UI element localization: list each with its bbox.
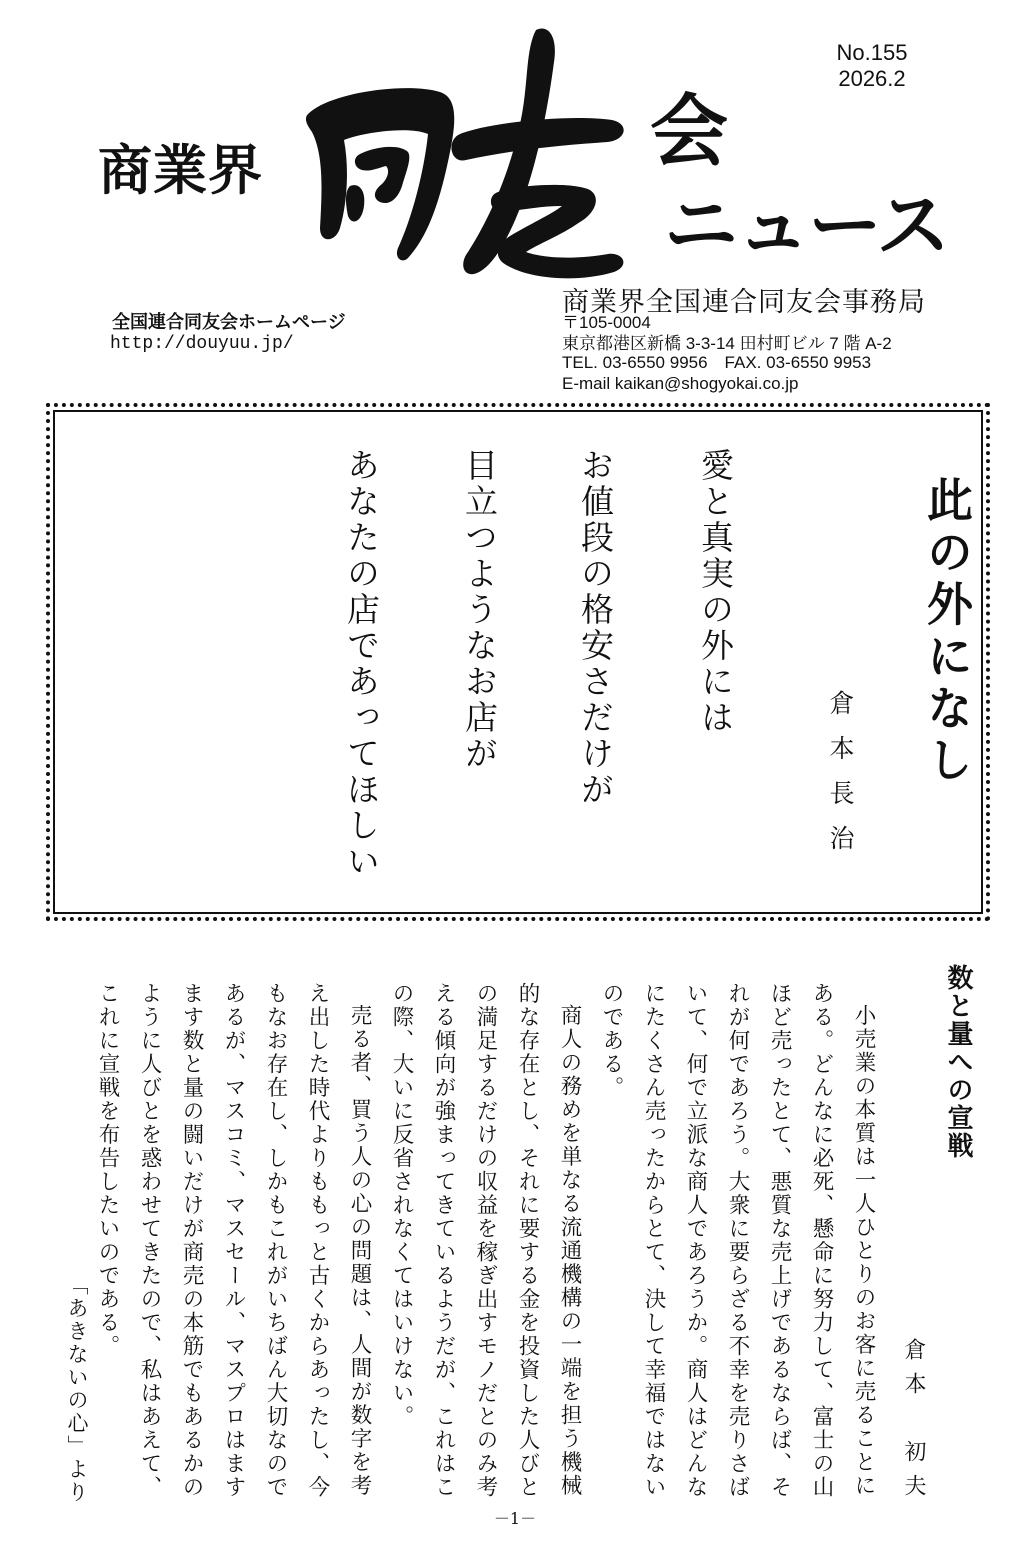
office-postal: 〒105-0004 <box>562 313 651 332</box>
brand-kai: 会 <box>650 87 729 177</box>
homepage-title: 全国連合同友会ホームページ <box>112 312 346 333</box>
poem-author: 倉本長治 <box>826 690 855 870</box>
homepage-link[interactable]: http://douyuu.jp/ <box>110 334 294 354</box>
article-paragraph: 売る者、買う人の心の問題は、人間が数字を考え出した時代よりももっと古くからあったし、今もなお存在し、しかもこれがいちばん大切なのであるが、マスコミ、マスセール、マスプロはますます数と量の闘いだけが商売の本筋でもあるかのように人びとを惑わせてきたので、私はあえて、これに宣戦を布告したいのである。 <box>95 982 372 1499</box>
office-email[interactable]: E-mail kaikan@shogyokai.co.jp <box>562 374 799 393</box>
poem-line: あなたの店であってほしい <box>342 448 381 880</box>
poem-line: お値段の格安さだけが <box>576 448 615 808</box>
poem-line: 愛と真実の外には <box>696 448 735 736</box>
brand-news: ニュース <box>664 183 949 269</box>
article-paragraph: 商人の務めを単なる流通機構の一端を担う機械的な存在とし、それに要する金を投資した人びとの満足するだけの収益を稼ぎ出すモノだとのみ考える傾向が強まってきているようだが、これはこの際、大いに反省されなくてはいけない。 <box>389 982 582 1499</box>
article-source: 「あきないの心」より <box>65 1274 89 1504</box>
office-name: 商業界全国連合同友会事務局 <box>562 287 926 318</box>
poem-line: 目立つようなお店が <box>460 448 499 772</box>
office-tel-fax: TEL. 03-6550 9956 FAX. 03-6550 9953 <box>562 353 872 372</box>
brush-logo <box>290 22 670 282</box>
article-body <box>95 982 884 1502</box>
brand-prefix: 商業界 <box>98 139 263 202</box>
article-title: 数と量への宣戦 <box>943 964 973 1160</box>
article-paragraph: 小売業の本質は一人ひとりのお客に売ることにある。どんなに必死、懸命に努力して、富士の山ほど売ったとて、悪質な売上げであるならば、それが何であろう。大衆に要らざる不幸を売りさばいて、何で立派な商人であろうか。商人はどんなにたくさん売ったからとて、決して幸福ではないのである。 <box>599 982 876 1499</box>
article-author: 倉本 初夫 <box>901 1338 926 1508</box>
office-address: 東京都港区新橋 3-3-14 田村町ビル 7 階 A-2 <box>562 334 892 353</box>
issue-info <box>832 40 912 92</box>
issue-number: No.155 <box>836 40 908 65</box>
poem-title: 此の外になし <box>920 476 974 788</box>
page-number: －1－ <box>493 1509 537 1528</box>
issue-date: 2026.2 <box>838 66 906 91</box>
